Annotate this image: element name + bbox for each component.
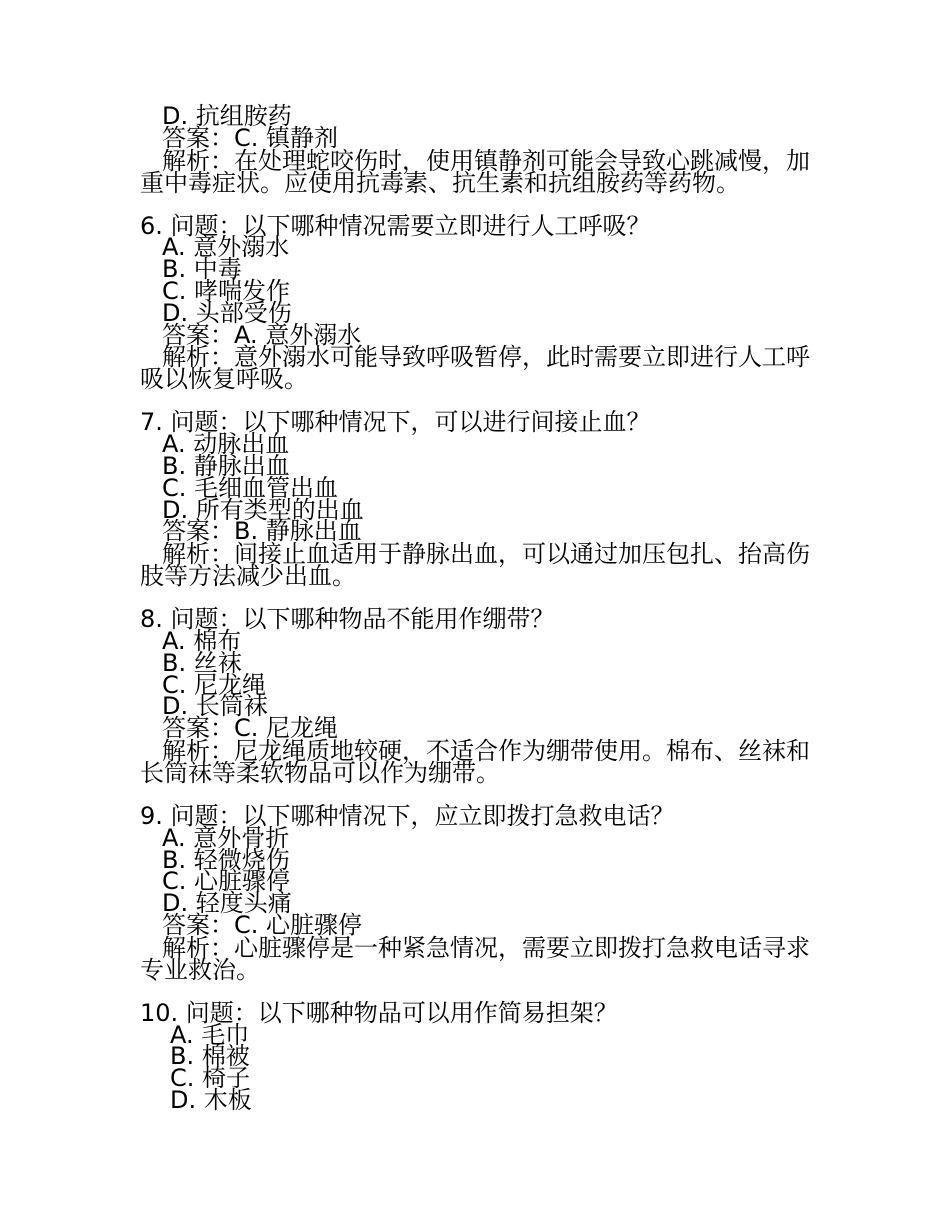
q8-option-a: A. 棉布 <box>162 626 242 655</box>
q8-option-d: D. 长筒袜 <box>162 692 268 721</box>
q7-question: 7. 问题：以下哪种情况下，可以进行间接止血？ <box>140 408 651 437</box>
q10-option-b: B. 棉被 <box>170 1042 250 1071</box>
q8-analysis: 解析：尼龙绳质地较硬，不适合作为绷带使用。棉布、丝袜和长筒袜等柔软物品可以作为绷带。 <box>140 736 810 787</box>
q6-question: 6. 问题：以下哪种情况需要立即进行人工呼吸？ <box>140 211 651 240</box>
q9-question: 9. 问题：以下哪种情况下，应立即拨打急救电话？ <box>140 801 675 830</box>
q5-option-d: D. 抗组胺药 <box>162 102 292 130</box>
q10-option-d: D. 木板 <box>170 1085 252 1114</box>
q9-analysis: 解析：心脏骤停是一种紧急情况，需要立即拨打急救电话寻求专业救治。 <box>140 933 810 984</box>
q7-option-b: B. 静脉出血 <box>162 451 290 480</box>
q10-option-c: C. 椅子 <box>170 1064 251 1093</box>
q8-answer: 答案：C. 尼龙绳 <box>162 714 339 743</box>
q7-option-c: C. 毛细血管出血 <box>162 473 339 502</box>
q7-option-a: A. 动脉出血 <box>162 430 290 459</box>
q6-option-c: C. 哮喘发作 <box>162 276 291 305</box>
q6-option-b: B. 中毒 <box>162 255 242 284</box>
document-page <box>140 102 820 1114</box>
q6-option-d: D. 头部受伤 <box>162 298 292 327</box>
q8-option-b: B. 丝袜 <box>162 648 242 677</box>
q8-option-c: C. 尼龙绳 <box>162 670 267 699</box>
q6-option-a: A. 意外溺水 <box>162 233 290 262</box>
q8-question: 8. 问题：以下哪种物品不能用作绷带？ <box>140 605 555 634</box>
q7-analysis: 解析：间接止血适用于静脉出血，可以通过加压包扎、抬高伤肢等方法减少出血。 <box>140 540 810 591</box>
q5-answer: 答案：C. 镇静剂 <box>162 123 339 152</box>
q9-option-d: D. 轻度头痛 <box>162 889 292 918</box>
q6-answer: 答案：A. 意外溺水 <box>162 320 362 349</box>
q7-option-d: D. 所有类型的出血 <box>162 495 364 524</box>
q9-option-c: C. 心脏骤停 <box>162 867 291 896</box>
q9-option-a: A. 意外骨折 <box>162 823 290 852</box>
q6-analysis: 解析：意外溺水可能导致呼吸暂停，此时需要立即进行人工呼吸以恢复呼吸。 <box>140 343 810 394</box>
q9-answer: 答案：C. 心脏骤停 <box>162 910 363 939</box>
q10-question: 10. 问题：以下哪种物品可以用作简易担架？ <box>140 998 618 1027</box>
q5-analysis: 解析：在处理蛇咬伤时，使用镇静剂可能会导致心跳减慢，加重中毒症状。应使用抗毒素、抗生素和抗组胺药等药物。 <box>140 146 810 197</box>
q10-option-a: A. 毛巾 <box>170 1020 250 1049</box>
q7-answer: 答案：B. 静脉出血 <box>162 517 362 546</box>
q9-option-b: B. 轻微烧伤 <box>162 845 290 874</box>
